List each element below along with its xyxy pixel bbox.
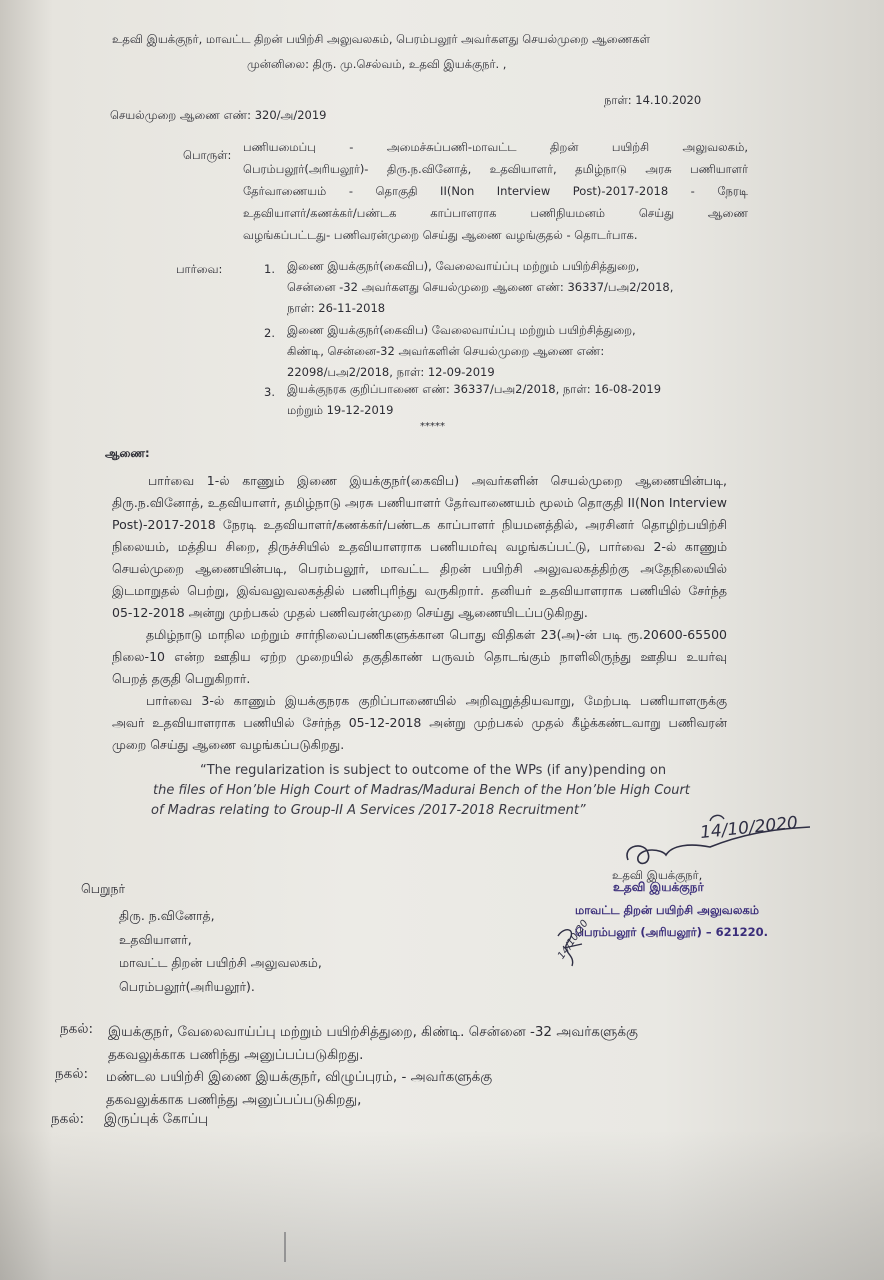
reference-line: கிண்டி, சென்னை-32 அவர்களின் செயல்முறை ஆணை எண்: xyxy=(287,344,605,358)
subject-line: வழங்கப்பட்டது- பணிவரன்முறை செய்து ஆணை வழங்குதல் - தொடர்பாக. xyxy=(243,228,638,242)
signature-designation: உதவி இயக்குநர், xyxy=(612,868,703,882)
reference-line: மற்றும் 19-12-2019 xyxy=(287,403,394,417)
recipient-label: பெறுநர் xyxy=(81,881,126,896)
copy-line: தகவலுக்காக பணிந்து அனுப்பப்படுகிறது. xyxy=(108,1047,364,1063)
reference-number: 3. xyxy=(264,385,275,399)
copy-entry xyxy=(106,1066,492,1112)
copy-entry xyxy=(108,1021,638,1067)
paragraph-line: இடமாறுதல் பெற்று, இவ்வலுவலகத்தில் பணிபுரிந்து வருகிறார். தனியர் உதவியாளராக பணியில் சேர்ந்த xyxy=(112,583,727,598)
subject-block xyxy=(243,136,748,246)
paragraph-line: திரு.ந.வினோத், உதவியாளர், தமிழ்நாடு அரசு பணியாளர் தேர்வாணையம் மூலம் தொகுதி II(Non Interview xyxy=(112,495,727,510)
copy-line: இருப்புக் கோப்பு xyxy=(104,1111,209,1127)
recipient-line: திரு. ந.வினோத், xyxy=(119,908,215,923)
paragraph-3 xyxy=(112,690,727,756)
order-heading: ஆணை: xyxy=(105,446,150,460)
reference-number: 2. xyxy=(264,326,275,340)
quote-line: of Madras relating to Group-II A Services /2017-2018 Recruitment” xyxy=(151,803,586,818)
subject-line: தேர்வாணையம் - தொகுதி II(Non Interview Post)-2017-2018 - நேரடி xyxy=(243,184,748,198)
stamp-line: பெரம்பலூர் (அரியலூர்) – 621220. xyxy=(575,925,768,939)
recipient-address xyxy=(119,904,322,998)
references-label: பார்வை: xyxy=(176,262,223,276)
reference-item xyxy=(287,379,661,421)
subject-label: பொருள்: xyxy=(183,148,232,162)
subject-line: பணியமைப்பு - அமைச்சுப்பணி-மாவட்ட திறன் பயிற்சி அலுவலகம், xyxy=(243,140,748,154)
paragraph-line: பார்வை 1-ல் காணும் இணை இயக்குநர்(கைவிப) அவர்களின் செயல்முறை ஆணையின்படி, xyxy=(148,473,727,488)
initial-date: 14/10/20 xyxy=(556,918,591,962)
paragraph-line: செயல்முறை ஆணையின்படி, பெரம்பலூர், மாவட்ட திறன் பயிற்சி அலுவலகத்திற்கு அதேநிலையில் xyxy=(112,561,727,576)
reference-line: சென்னை -32 அவர்களது செயல்முறை ஆணை எண்: 36337/பஅ2/2018, xyxy=(287,280,674,294)
signature-date: 14/10/2020 xyxy=(699,812,799,844)
paragraph-line: பார்வை 3-ல் காணும் இயக்குநரக குறிப்பாணையில் அறிவுறுத்தியவாறு, மேற்படி பணியாளருக்கு xyxy=(146,693,727,708)
copy-line: தகவலுக்காக பணிந்து அனுப்பப்படுகிறது, xyxy=(106,1092,362,1108)
reference-item xyxy=(287,320,636,383)
order-date: நாள்: 14.10.2020 xyxy=(604,93,702,107)
stamp-line: மாவட்ட திறன் பயிற்சி அலுவலகம் xyxy=(575,903,759,917)
copy-line: இயக்குநர், வேலைவாய்ப்பு மற்றும் பயிற்சித்துறை, கிண்டி. சென்னை -32 அவர்களுக்கு xyxy=(108,1024,638,1040)
paragraph-line: நிலை-10 என்ற ஊதிய ஏற்ற முறையில் தகுதிகாண் பருவம் தொடங்கும் நாளிலிருந்து ஊதிய உயர்வு xyxy=(112,649,727,664)
copy-label: நகல்: xyxy=(51,1111,85,1127)
reference-line: இயக்குநரக குறிப்பாணை எண்: 36337/பஅ2/2018, நாள்: 16-08-2019 xyxy=(287,382,662,396)
subject-line: பெரம்பலூர்(அரியலூர்)- திரு.ந.வினோத், உதவியாளர், தமிழ்நாடு அரசு பணியாளர் xyxy=(243,162,748,176)
recipient-line: மாவட்ட திறன் பயிற்சி அலுவலகம், xyxy=(119,955,322,970)
reference-line: நாள்: 26-11-2018 xyxy=(287,301,386,315)
copy-label: நகல்: xyxy=(55,1066,89,1082)
subject-line: உதவியாளர்/கணக்கர்/பண்டக காப்பாளராக பணிநியமனம் செய்து ஆணை xyxy=(243,206,748,220)
stamp-line: உதவி இயக்குநர் xyxy=(613,880,704,894)
copy-label: நகல்: xyxy=(60,1021,94,1037)
quote-line: “The regularization is subject to outcome of the WPs (if any)pending on xyxy=(200,763,667,778)
order-number: செயல்முறை ஆணை எண்: 320/அ/2019 xyxy=(110,108,327,122)
quote-line: the files of Hon’ble High Court of Madras/Madurai Bench of the Hon’ble High Court xyxy=(153,783,690,798)
paragraph-line: தமிழ்நாடு மாநில மற்றும் சார்நிலைப்பணிகளுக்கான பொது விதிகள் 23(அ)-ன் படி ரூ.20600-65500 xyxy=(146,627,727,642)
reference-number: 1. xyxy=(264,262,275,276)
recipient-line: உதவியாளர், xyxy=(119,931,192,947)
separator-stars: ***** xyxy=(420,421,445,432)
paragraph-line: 05-12-2018 அன்று முற்பகல் முதல் பணிவரன்முறை செய்து ஆணையிடப்படுகிறது. xyxy=(112,605,588,620)
paragraph-line: பெறத் தகுதி பெறுகிறார். xyxy=(112,671,251,686)
recipient-line: பெரம்பலூர்(அரியலூர்). xyxy=(119,978,255,994)
reference-line: 22098/பஅ2/2018, நாள்: 12-09-2019 xyxy=(287,365,495,379)
paragraph-line: முறை செய்து ஆணை வழங்கப்படுகிறது. xyxy=(112,737,345,752)
paragraph-line: Post)-2017-2018 நேரடி உதவியாளர்/கணக்கர்/பண்டக காப்பாளர் நியமனத்தில், அரசினர் தொழிற்பயிற்சி xyxy=(112,517,727,532)
header-line-2: முன்னிலை: திரு. மு.செல்வம், உதவி இயக்குநர். , xyxy=(247,57,507,71)
page-shadow xyxy=(0,1130,884,1280)
paragraph-1 xyxy=(112,470,727,624)
paragraph-2 xyxy=(112,624,727,690)
reference-item xyxy=(287,256,673,319)
paragraph-line: அவர் உதவியாளராக பணியில் சேர்ந்த 05-12-2018 அன்று முற்பகல் முதல் கீழ்க்கண்டவாறு பணிவரன் xyxy=(112,715,727,730)
header-line-1: உதவி இயக்குநர், மாவட்ட திறன் பயிற்சி அலுவலகம், பெரம்பலூர் அவர்களது செயல்முறை ஆணைகள் xyxy=(112,32,650,46)
copy-line: மண்டல பயிற்சி இணை இயக்குநர், விழுப்புரம், - அவர்களுக்கு xyxy=(106,1069,493,1085)
reference-line: இணை இயக்குநர்(கைவிப) வேலைவாய்ப்பு மற்றும் பயிற்சித்துறை, xyxy=(287,323,636,337)
reference-line: இணை இயக்குநர்(கைவிப), வேலைவாய்ப்பு மற்றும் பயிற்சித்துறை, xyxy=(287,259,640,273)
paragraph-line: நிலையம், மத்திய சிறை, திருச்சியில் உதவியாளராக பணியமர்வு வழங்கப்பட்டு, பார்வை 2-ல் காணும் xyxy=(112,539,727,554)
